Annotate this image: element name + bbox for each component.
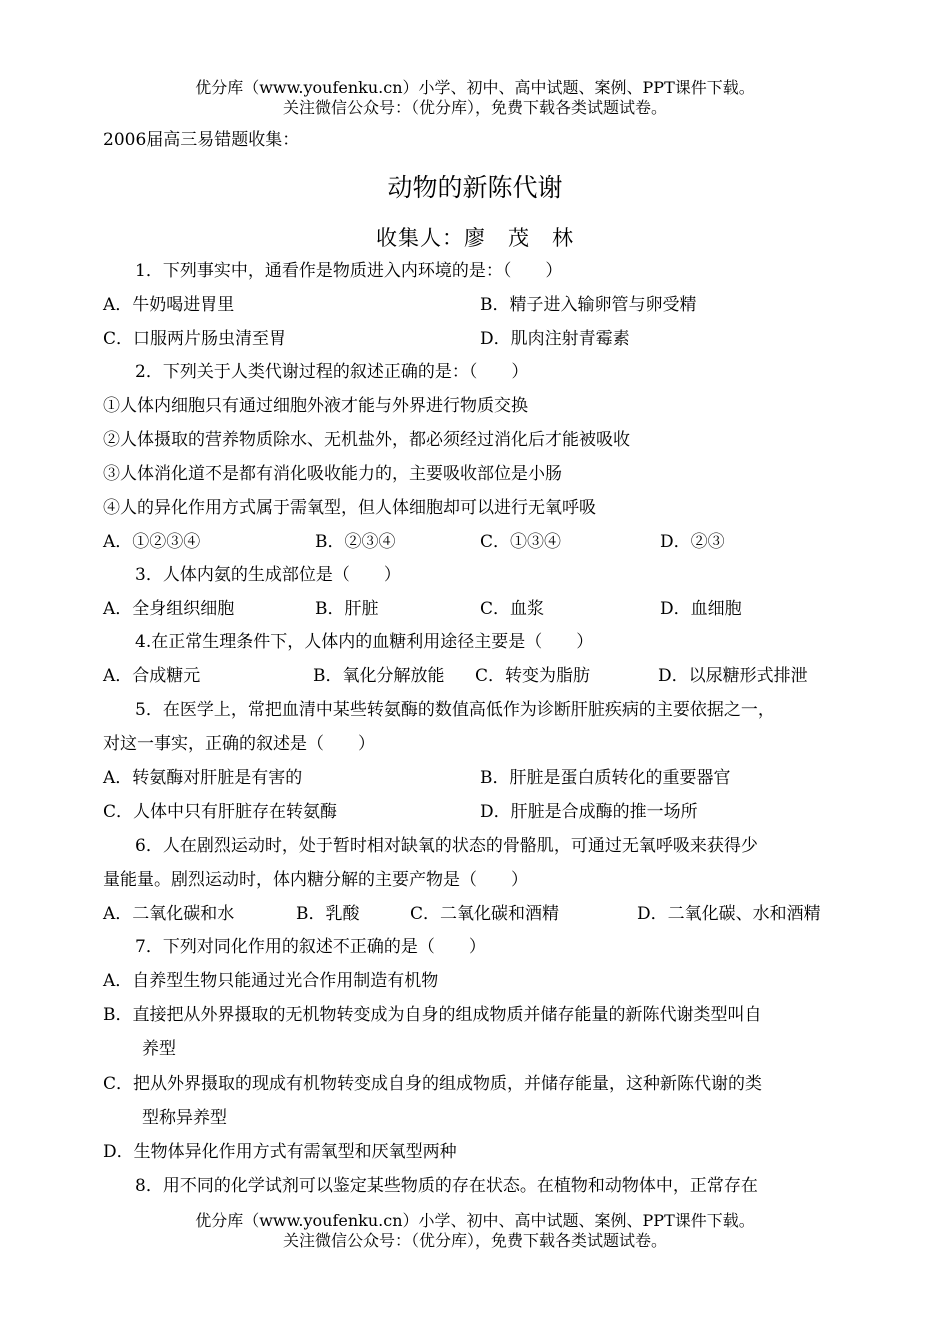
q7-option-c-line-1: C．把从外界摄取的现成有机物转变成自身的组成物质，并储存能量，这种新陈代谢的类 xyxy=(103,1074,763,1094)
q1-option-b: B．精子进入输卵管与卵受精 xyxy=(480,295,697,315)
q4-option-b: B．氧化分解放能 xyxy=(313,666,445,686)
q5-option-c: C．人体中只有肝脏存在转氨酶 xyxy=(103,802,338,822)
q2-option-c: C．①③④ xyxy=(480,532,562,552)
q2-statement-1: ①人体内细胞只有通过细胞外液才能与外界进行物质交换 xyxy=(103,396,528,416)
q6-option-a: A．二氧化碳和水 xyxy=(103,904,235,924)
q2-option-d: D．②③ xyxy=(660,532,725,552)
q3-stem: 3．人体内氨的生成部位是（ ） xyxy=(135,565,401,585)
q1-option-d: D．肌肉注射青霉素 xyxy=(480,329,630,349)
q2-option-b: B．②③④ xyxy=(315,532,396,552)
q1-stem: 1．下列事实中，通看作是物质进入内环境的是：（ ） xyxy=(135,261,563,281)
header-line-2: 关注微信公众号：（优分库），免费下载各类试题试卷。 xyxy=(282,98,667,117)
q2-option-a: A．①②③④ xyxy=(103,532,201,552)
footer-line-2: 关注微信公众号：（优分库），免费下载各类试题试卷。 xyxy=(282,1231,667,1250)
q7-option-a: A．自养型生物只能通过光合作用制造有机物 xyxy=(103,971,439,991)
q2-statement-4: ④人的异化作用方式属于需氧型，但人体细胞却可以进行无氧呼吸 xyxy=(103,498,596,518)
q1-option-c: C．口服两片肠虫清至胃 xyxy=(103,329,287,349)
q6-option-d: D．二氧化碳、水和酒精 xyxy=(637,904,821,924)
q7-option-d: D．生物体异化作用方式有需氧型和厌氧型两种 xyxy=(103,1142,457,1162)
q4-option-d: D．以尿糖形式排泄 xyxy=(658,666,808,686)
q6-option-c: C．二氧化碳和酒精 xyxy=(410,904,560,924)
page-title: 动物的新陈代谢 xyxy=(387,173,563,202)
q6-option-b: B．乳酸 xyxy=(296,904,360,924)
header-line-1: 优分库（www.youfenku.cn）小学、初中、高中试题、案例、PPT课件下载。 xyxy=(195,78,755,97)
q7-option-c-line-2: 型称异养型 xyxy=(142,1108,227,1128)
q2-statement-2: ②人体摄取的营养物质除水、无机盐外，都必须经过消化后才能被吸收 xyxy=(103,430,630,450)
q3-option-b: B．肝脏 xyxy=(315,599,379,619)
q6-stem-line-1: 6．人在剧烈运动时，处于暂时相对缺氧的状态的骨骼肌，可通过无氧呼吸来获得少 xyxy=(135,836,758,856)
q3-option-d: D．血细胞 xyxy=(660,599,742,619)
q5-stem-line-2: 对这一事实，正确的叙述是（ ） xyxy=(103,734,375,754)
q1-option-a: A．牛奶喝进胃里 xyxy=(103,295,235,315)
q3-option-c: C．血浆 xyxy=(480,599,545,619)
q3-option-a: A．全身组织细胞 xyxy=(103,599,235,619)
q2-statement-3: ③人体消化道不是都有消化吸收能力的，主要吸收部位是小肠 xyxy=(103,464,562,484)
q7-stem: 7．下列对同化作用的叙述不正确的是（ ） xyxy=(135,937,486,957)
q7-option-b-line-1: B．直接把从外界摄取的无机物转变成为自身的组成物质并储存能量的新陈代谢类型叫自 xyxy=(103,1005,762,1025)
q4-stem: 4.在正常生理条件下，人体内的血糖利用途径主要是（ ） xyxy=(135,632,594,652)
footer-line-1: 优分库（www.youfenku.cn）小学、初中、高中试题、案例、PPT课件下载。 xyxy=(195,1211,755,1230)
q5-option-d: D．肝脏是合成酶的推一场所 xyxy=(480,802,698,822)
q6-stem-line-2: 量能量。剧烈运动时，体内糖分解的主要产物是（ ） xyxy=(103,870,528,890)
q5-option-a: A．转氨酶对肝脏是有害的 xyxy=(103,768,303,788)
q5-option-b: B．肝脏是蛋白质转化的重要器官 xyxy=(480,768,731,788)
q7-option-b-line-2: 养型 xyxy=(142,1039,176,1059)
q8-stem-line-1: 8．用不同的化学试剂可以鉴定某些物质的存在状态。在植物和动物体中，正常存在 xyxy=(135,1176,758,1196)
q5-stem-line-1: 5．在医学上，常把血清中某些转氨酶的数值高低作为诊断肝脏疾病的主要依据之一， xyxy=(135,700,775,720)
q4-option-c: C．转变为脂肪 xyxy=(475,666,591,686)
intro-text: 2006届高三易错题收集： xyxy=(103,130,300,150)
q2-stem: 2．下列关于人类代谢过程的叙述正确的是：（ ） xyxy=(135,362,529,382)
collector-line: 收集人：廖 茂 林 xyxy=(376,226,574,250)
q4-option-a: A．合成糖元 xyxy=(103,666,201,686)
